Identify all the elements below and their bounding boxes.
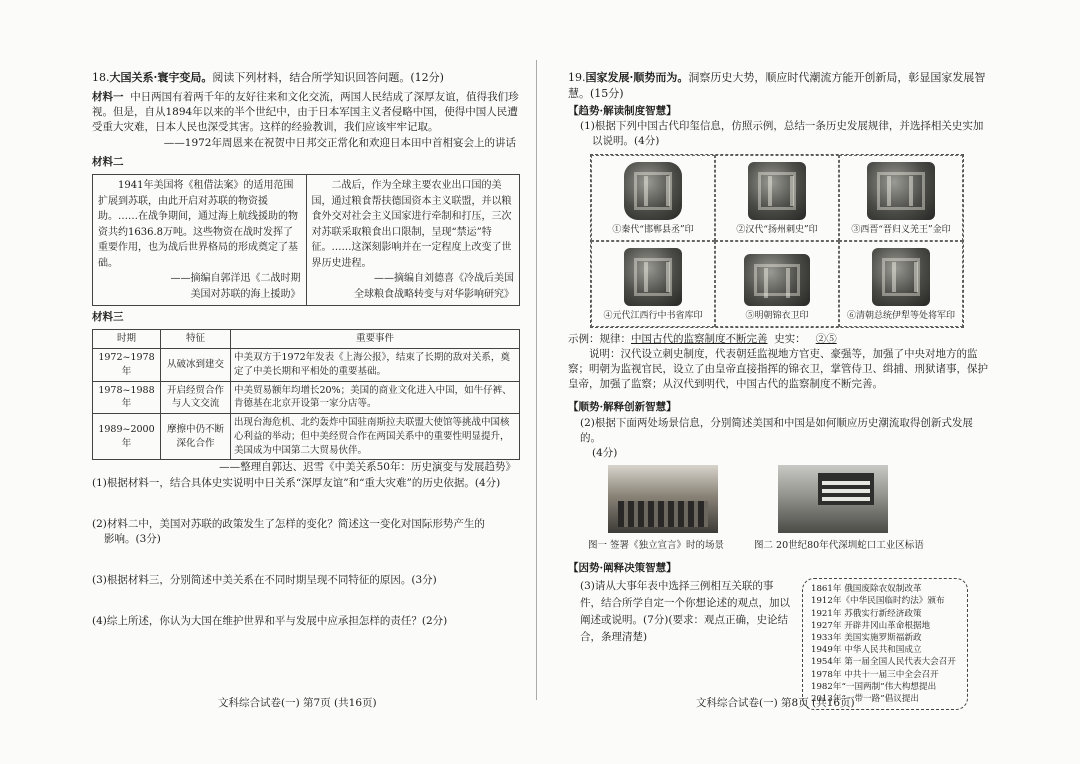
q18-sub-3: (3)根据材料三，分别简述中美关系在不同时期呈现不同特征的原因。(3分) bbox=[92, 574, 437, 587]
material-2-label: 材料二 bbox=[92, 155, 124, 168]
material-2-right-source-1: ——摘编自刘德喜《冷战后美国 bbox=[374, 273, 514, 285]
material-2-left: 1941年美国将《租借法案》的适用范围扩展到苏联，由此开启对苏联的物资援助。……在战争期间，通过海上航线援助的物资共约1636.8万吨。这些物资在战时发挥了重要作用，也为战后世界格局的形成奠定了基础。 ——摘编自郭洋迅《二战时期 美国对苏联的海上援助》 bbox=[93, 175, 307, 306]
seal-caption: ⑤明朝锦衣卫印 bbox=[745, 311, 809, 322]
example-line: 示例：规律：中国古代的监察制度不断完善 史实： ②⑤ bbox=[568, 332, 837, 345]
material-3-table bbox=[92, 329, 520, 460]
question-19 bbox=[568, 70, 988, 710]
material-2-box bbox=[92, 174, 520, 306]
photo-captions bbox=[588, 539, 988, 553]
q19-sub-1: (1)根据下列中国古代印玺信息，仿照示例，总结一条历史发展规律，并选择相关史实加 以说明。(4分) bbox=[580, 120, 984, 148]
section-trend: 【趋势·解读制度智慧】 bbox=[568, 104, 677, 117]
material-2-right: 二战后，作为全球主要农业出口国的美国，通过粮食帮扶德国资本主义联盟，并以粮食外交对社会主义国家进行牵制和打压，三次对苏联采取粮食出口限制，呈现“禁运”特征。……这深刻影响并在一定程度上改变了世界历史进程。 ——摘编自刘德喜《冷战后美国 全球粮食战略转变与对华影响研究》 bbox=[306, 175, 520, 306]
section-policy: 【因势·阐释决策智慧】 bbox=[568, 562, 677, 575]
seal-image-han bbox=[748, 162, 806, 220]
example-law: 中国古代的监察制度不断完善 bbox=[631, 332, 768, 345]
seal-image-jin bbox=[867, 162, 935, 220]
list-item: 1933年 美国实施罗斯福新政 bbox=[811, 633, 922, 644]
seal-caption: ⑥清朝总统伊犁等处将军印 bbox=[846, 311, 955, 322]
answer-space[interactable] bbox=[92, 491, 520, 517]
seal-image-qin bbox=[624, 162, 682, 220]
material-2-left-source-2: 美国对苏联的海上援助》 bbox=[190, 288, 301, 300]
q18-topic: 大国关系·寰宇变局。 bbox=[109, 71, 213, 84]
example-explanation: 说明：汉代设立刺史制度，代表朝廷监视地方官吏、豪强等，加强了中央对地方的监察；明朝为监视官民，设立了由皇帝直接指挥的锦衣卫，掌管侍卫、缉捕、刑狱诸事，保护皇帝，加强了监察；从汉代到明代，中国古代的监察制度不断完善。 bbox=[568, 347, 988, 391]
list-item: 1949年 中华人民共和国成立 bbox=[811, 645, 922, 656]
seal-image-qing bbox=[872, 248, 930, 306]
list-item: 1978年 中共十一届三中全会召开 bbox=[811, 669, 939, 680]
photo-row bbox=[608, 465, 988, 533]
events-timeline bbox=[802, 578, 968, 710]
material-1-text: 中日两国有着两千年的友好往来和文化交流，两国人民结成了深厚友谊，值得我们珍视。但是，自从1894年以来的半个世纪中，由于日本军国主义者侵略中国，使得中国人民遭受重大灾难，日本人民也深受其害。这样的经验教训，我们应该牢牢记取。 bbox=[92, 90, 519, 134]
photo-caption-2: 图二 20世纪80年代深圳蛇口工业区标语 bbox=[754, 540, 924, 552]
seal-card bbox=[715, 241, 839, 327]
list-item: 1912年《中华民国临时约法》颁布 bbox=[811, 596, 945, 607]
q18-sub-4: (4)综上所述，你认为大国在维护世界和平与发展中应承担怎样的责任？(2分) bbox=[92, 615, 448, 628]
page-footer-right: 文科综合试卷(一) 第8页 (共16页) bbox=[696, 697, 855, 709]
section-adapt: 【顺势·解释创新智慧】 bbox=[568, 401, 677, 414]
photo-caption-1: 图一 签署《独立宣言》时的场景 bbox=[588, 540, 725, 552]
material-2-right-source-2: 全球粮食战略转变与对华影响研究》 bbox=[354, 288, 514, 300]
header-period: 时期 bbox=[93, 330, 161, 349]
seal-image-ming bbox=[744, 254, 810, 306]
seal-card bbox=[715, 155, 839, 241]
seal-caption: ③西晋“晋归义羌王”金印 bbox=[851, 225, 951, 236]
answer-space[interactable] bbox=[92, 547, 520, 573]
q19-sub-3-wrap bbox=[568, 578, 988, 710]
header-event: 重要事件 bbox=[231, 330, 520, 349]
q18-sub-1: (1)根据材料一，结合具体史实说明中日关系“深厚友谊”和“重大灾难”的历史依据。(4分) bbox=[92, 476, 501, 489]
table-row: 1978~1988年 开启经贸合作与人文交流 中美贸易额年均增长20%；美国的商业文化进入中国，如牛仔裤、肯德基在北京开设第一家分店等。 bbox=[93, 381, 520, 414]
q18-material-1 bbox=[92, 90, 520, 136]
seal-caption: ①秦代“邯郸县丞”印 bbox=[612, 225, 694, 236]
list-item: 2013年“一带一路”倡议提出 bbox=[811, 694, 920, 705]
material-1-source: ——1972年周恩来在祝贺中日邦交正常化和欢迎日本田中首相宴会上的讲话 bbox=[163, 136, 516, 149]
answer-space[interactable] bbox=[92, 588, 520, 614]
header-feature: 特征 bbox=[161, 330, 231, 349]
q18-sub-2: (2)材料二中，美国对苏联的政策发生了怎样的变化？简述这一变化对国际形势产生的 影响。(3分) bbox=[92, 517, 485, 546]
q19-header: 19.国家发展·顺势而为。洞察历史大势，顺应时代潮流方能开创新局，彰显国家发展智慧。(15分) bbox=[568, 71, 986, 100]
list-item: 1921年 苏俄实行新经济政策 bbox=[811, 608, 922, 619]
q19-sub-3: (3)请从大事年表中选择三例相互关联的事件，结合所学自定一个你想论述的观点，加以阐述或说明。(7分)(要求：观点正确，史论结合，条理清楚) bbox=[580, 580, 790, 643]
material-3-label: 材料三 bbox=[92, 311, 124, 324]
table-row: 1972~1978年 从破冰到建交 中美双方于1972年发表《上海公报》，结束了长期的敌对关系，奠定了中美长期和平相处的重要基础。 bbox=[93, 349, 520, 382]
example-ref: ②⑤ bbox=[815, 332, 837, 345]
list-item: 1927年 开辟井冈山革命根据地 bbox=[811, 620, 931, 631]
column-divider bbox=[536, 60, 537, 700]
seal-card bbox=[591, 241, 715, 327]
table-header-row bbox=[93, 330, 520, 349]
material-3-source: ——整理自郭达、迟雪《中美关系50年：历史演变与发展趋势》 bbox=[219, 461, 516, 474]
list-item: 1982年“一国两制”伟大构想提出 bbox=[811, 681, 937, 692]
declaration-signing-photo bbox=[608, 465, 718, 533]
q19-sub-2: (2)根据下面两处场景信息，分别简述美国和中国是如何顺应历史潮流取得创新式发展的。 (4分) bbox=[580, 416, 973, 460]
material-2-left-source-1: ——摘编自郭洋迅《二战时期 bbox=[170, 273, 301, 285]
table-row: 1989~2000年 摩擦中仍不断深化合作 出现台海危机、北约轰炸中国驻南斯拉夫联盟大使馆等挑战中国核心利益的举动；但中美经贸合作在两国关系中的重要性明显提升，美国成为中国第二大贸易伙伴。 bbox=[93, 414, 520, 460]
q19-topic: 国家发展·顺势而为。 bbox=[585, 71, 689, 84]
question-18 bbox=[92, 70, 520, 630]
q18-header: 18.大国关系·寰宇变局。阅读下列材料，结合所学知识回答问题。(12分) bbox=[92, 71, 444, 84]
seal-caption: ④元代江西行中书省库印 bbox=[603, 311, 703, 322]
seal-card bbox=[839, 155, 963, 241]
seal-caption: ②汉代“扬州刺史”印 bbox=[736, 225, 818, 236]
shekou-slogan-photo bbox=[778, 465, 888, 533]
seal-grid bbox=[590, 154, 964, 328]
seal-image-yuan bbox=[624, 248, 682, 306]
list-item: 1954年 第一届全国人民代表大会召开 bbox=[811, 657, 956, 668]
seal-card bbox=[839, 241, 963, 327]
seal-card bbox=[591, 155, 715, 241]
list-item: 1861年 俄国废除农奴制改革 bbox=[811, 584, 922, 595]
material-1-label: 材料一 bbox=[92, 90, 124, 103]
page-footer-left: 文科综合试卷(一) 第7页 (共16页) bbox=[218, 697, 377, 709]
